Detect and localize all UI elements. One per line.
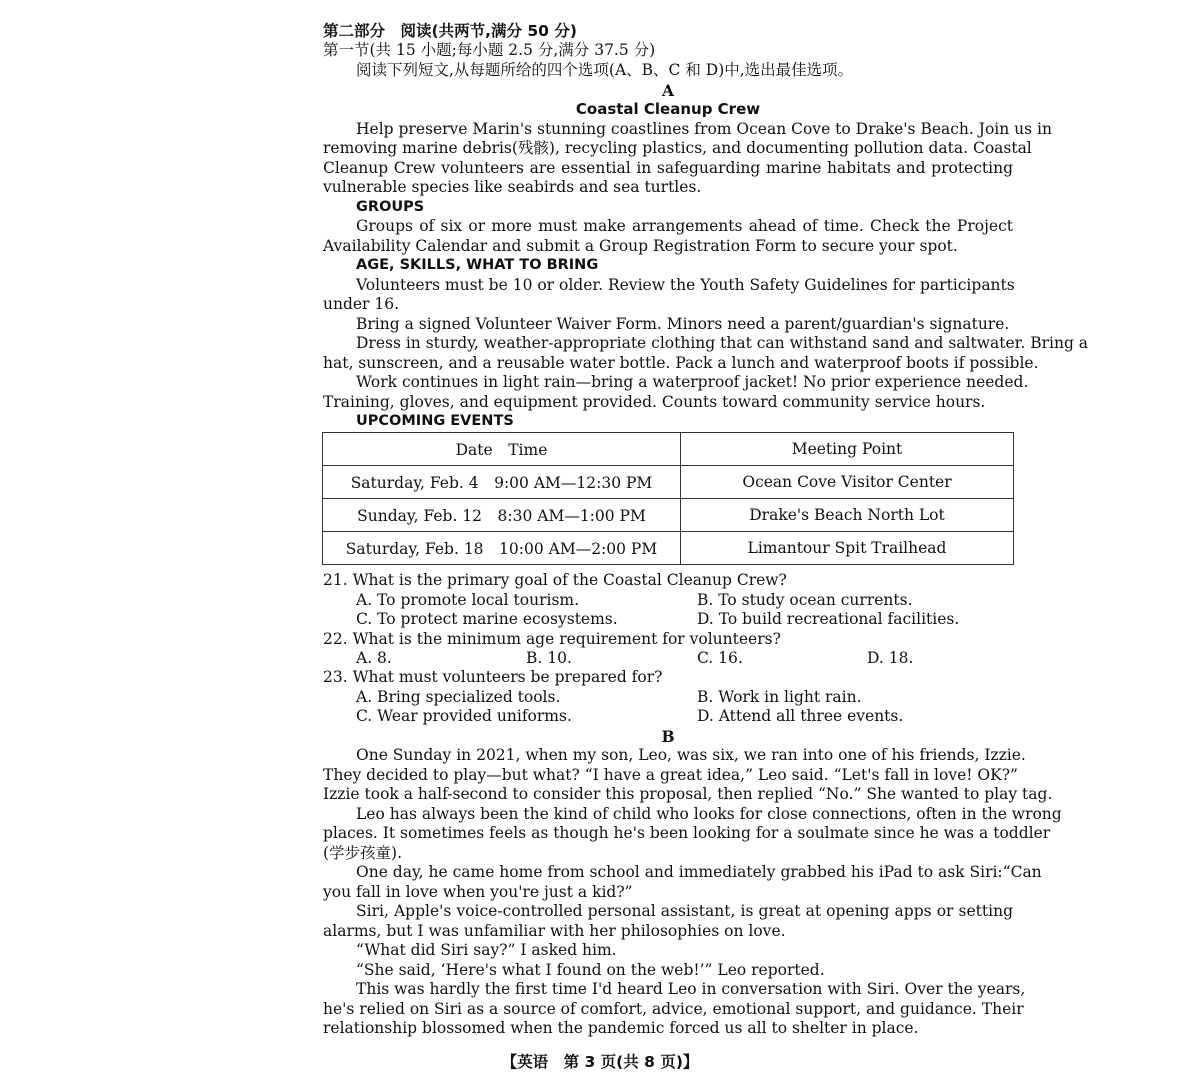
passage-line: alarms, but I was unfamiliar with her philosophies on love. bbox=[323, 922, 786, 940]
passage-line: One Sunday in 2021, when my son, Leo, was six, we ran into one of his friends, Izzie. bbox=[356, 746, 1026, 764]
option: A. Bring specialized tools. bbox=[356, 688, 561, 706]
table-header: Meeting Point bbox=[681, 433, 1014, 466]
passage-a-letter: A bbox=[661, 81, 675, 100]
table-row bbox=[323, 532, 1014, 565]
events-table bbox=[322, 432, 1014, 565]
option: C. To protect marine ecosystems. bbox=[356, 610, 618, 628]
age-heading: AGE, SKILLS, WHAT TO BRING bbox=[356, 257, 599, 273]
table-header: Date Time bbox=[323, 433, 681, 466]
table-cell-location: Limantour Spit Trailhead bbox=[681, 532, 1014, 565]
option: C. Wear provided uniforms. bbox=[356, 707, 572, 725]
passage-line: This was hardly the first time I'd heard Leo in conversation with Siri. Over the years, bbox=[356, 980, 1026, 998]
table-cell-datetime: Saturday, Feb. 4 9:00 AM—12:30 PM bbox=[323, 466, 681, 499]
rain-line: Work continues in light rain—bring a waterproof jacket! No prior experience needed. bbox=[356, 373, 1029, 391]
age-line: under 16. bbox=[323, 295, 400, 313]
intro-line: vulnerable species like seabirds and sea turtles. bbox=[323, 178, 702, 196]
rain-line: Training, gloves, and equipment provided. Counts toward community service hours. bbox=[323, 393, 986, 411]
question-stem: 23. What must volunteers be prepared for? bbox=[323, 668, 663, 686]
table-cell-datetime: Sunday, Feb. 12 8:30 AM—1:00 PM bbox=[323, 499, 681, 532]
table-cell-datetime: Saturday, Feb. 18 10:00 AM—2:00 PM bbox=[323, 532, 681, 565]
groups-line: Groups of six or more must make arrangements ahead of time. Check the Project bbox=[356, 217, 1013, 235]
groups-line: Availability Calendar and submit a Group Registration Form to secure your spot. bbox=[323, 237, 958, 255]
part-heading: 第二部分 阅读(共两节,满分 50 分) bbox=[323, 22, 577, 40]
dress-line: hat, sunscreen, and a reusable water bottle. Pack a lunch and waterproof boots if possible. bbox=[323, 354, 1039, 372]
table-row bbox=[323, 499, 1014, 532]
question-stem: 21. What is the primary goal of the Coastal Cleanup Crew? bbox=[323, 571, 787, 589]
option: A. 8. bbox=[356, 649, 392, 667]
option: B. To study ocean currents. bbox=[697, 591, 913, 609]
passage-line: Siri, Apple's voice-controlled personal assistant, is great at opening apps or setting bbox=[356, 902, 1013, 920]
intro-line: Help preserve Marin's stunning coastlines from Ocean Cove to Drake's Beach. Join us in bbox=[356, 120, 1052, 138]
page-footer: 【英语 第 3 页(共 8 页)】 bbox=[501, 1053, 699, 1071]
question-stem: 22. What is the minimum age requirement for volunteers? bbox=[323, 630, 781, 648]
passage-b-letter: B bbox=[661, 727, 675, 746]
events-heading: UPCOMING EVENTS bbox=[356, 413, 514, 429]
passage-line: Izzie took a half-second to consider this proposal, then replied “No.” She wanted to play tag. bbox=[323, 785, 1053, 803]
passage-a-title: Coastal Cleanup Crew bbox=[575, 100, 761, 118]
option: D. To build recreational facilities. bbox=[697, 610, 960, 628]
age-line: Volunteers must be 10 or older. Review the Youth Safety Guidelines for participants bbox=[356, 276, 1015, 294]
passage-line: relationship blossomed when the pandemic forced us all to shelter in place. bbox=[323, 1019, 919, 1037]
option: B. 10. bbox=[526, 649, 572, 667]
intro-line: removing marine debris(残骸), recycling plastics, and documenting pollution data. Coastal bbox=[323, 139, 1032, 157]
passage-line: (学步孩童). bbox=[323, 844, 403, 862]
dress-line: Dress in sturdy, weather-appropriate clothing that can withstand sand and saltwater. Bring a bbox=[356, 334, 1089, 352]
passage-line: Leo has always been the kind of child who looks for close connections, often in the wrong bbox=[356, 805, 1062, 823]
option: D. 18. bbox=[867, 649, 914, 667]
passage-line: he's relied on Siri as a source of comfort, advice, emotional support, and guidance. Their bbox=[323, 1000, 1024, 1018]
table-row bbox=[323, 466, 1014, 499]
section-heading: 第一节(共 15 小题;每小题 2.5 分,满分 37.5 分) bbox=[323, 41, 656, 59]
table-header-row bbox=[323, 433, 1014, 466]
waiver-line: Bring a signed Volunteer Waiver Form. Minors need a parent/guardian's signature. bbox=[356, 315, 1010, 333]
table-cell-location: Drake's Beach North Lot bbox=[681, 499, 1014, 532]
groups-heading: GROUPS bbox=[356, 199, 425, 215]
passage-line: “What did Siri say?” I asked him. bbox=[356, 941, 617, 959]
intro-line: Cleanup Crew volunteers are essential in safeguarding marine habitats and protecting bbox=[323, 159, 1013, 177]
instruction: 阅读下列短文,从每题所给的四个选项(A、B、C 和 D)中,选出最佳选项。 bbox=[356, 61, 854, 79]
passage-line: They decided to play—but what? “I have a great idea,” Leo said. “Let's fall in love! OK?” bbox=[323, 766, 1018, 784]
table-cell-location: Ocean Cove Visitor Center bbox=[681, 466, 1014, 499]
option: B. Work in light rain. bbox=[697, 688, 862, 706]
passage-line: “She said, ‘Here's what I found on the web!’” Leo reported. bbox=[356, 961, 825, 979]
option: D. Attend all three events. bbox=[697, 707, 904, 725]
passage-line: One day, he came home from school and immediately grabbed his iPad to ask Siri:“Can bbox=[356, 863, 1042, 881]
passage-line: you fall in love when you're just a kid?” bbox=[323, 883, 633, 901]
passage-line: places. It sometimes feels as though he's been looking for a soulmate since he was a toddler bbox=[323, 824, 1051, 842]
option: A. To promote local tourism. bbox=[356, 591, 580, 609]
option: C. 16. bbox=[697, 649, 743, 667]
